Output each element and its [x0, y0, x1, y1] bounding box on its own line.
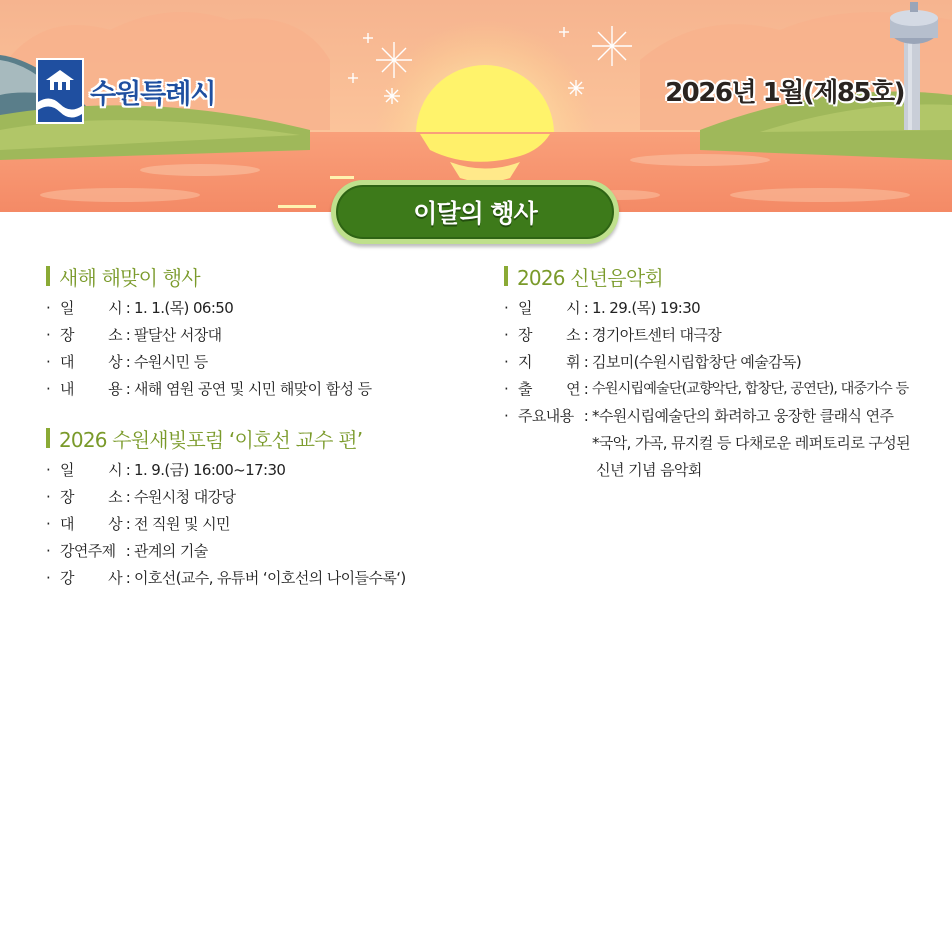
label-char: 강 [60, 569, 74, 587]
bullet: · [504, 353, 509, 371]
label-char: 출 [518, 380, 532, 398]
row-label [518, 295, 580, 322]
event-row [46, 511, 406, 538]
label-char: 장 [518, 326, 532, 344]
row-label [60, 565, 122, 592]
bullet: · [46, 542, 51, 560]
row-value: 수원시립예술단(교향악단, 합창단, 공연단), 대중가수 등 [592, 381, 909, 397]
event-row [46, 295, 372, 322]
row-label [518, 349, 580, 376]
bullet: · [46, 569, 51, 587]
row-value: 새해 염원 공연 및 시민 해맞이 함성 등 [134, 380, 372, 398]
colon: : [583, 407, 589, 425]
label-char: 소 [108, 488, 122, 506]
label-char: 내 [60, 380, 74, 398]
row-value-multiline [592, 403, 910, 484]
bullet: · [46, 461, 51, 479]
city-logo [36, 58, 215, 124]
bullet: · [46, 515, 51, 533]
colon: : [583, 299, 589, 317]
event-row-main-content [504, 403, 910, 484]
label-char: 대 [60, 353, 74, 371]
bullet: · [46, 299, 51, 317]
event-section [46, 263, 372, 403]
label-char: 일 [60, 299, 74, 317]
colon: : [125, 515, 131, 533]
section-marker [46, 266, 50, 286]
event-row [504, 376, 910, 403]
section-marker [504, 266, 508, 286]
event-row [46, 457, 406, 484]
event-row [46, 349, 372, 376]
colon: : [583, 380, 589, 398]
event-row [46, 538, 406, 565]
bullet: · [46, 353, 51, 371]
row-label [60, 538, 122, 565]
label-char: 연 [566, 380, 580, 398]
event-title [46, 263, 372, 289]
bullet: · [504, 326, 509, 344]
row-value: 수원시민 등 [134, 353, 208, 371]
bullet: · [504, 407, 509, 425]
event-row [504, 322, 910, 349]
row-label [518, 376, 580, 403]
label-char: 시 [108, 299, 122, 317]
event-section [46, 425, 406, 592]
bullet: · [46, 488, 51, 506]
content-line: *국악, 가곡, 뮤지컬 등 다채로운 레퍼토리로 구성된 [592, 434, 911, 452]
row-value: 이호선(교수, 유튜버 ‘이호선의 나이들수록‘) [134, 569, 406, 587]
bullet: · [46, 326, 51, 344]
row-value: 수원시청 대강당 [134, 488, 236, 506]
event-title [504, 263, 910, 289]
city-name: 수원특례시 [90, 78, 216, 110]
colon: : [125, 461, 131, 479]
event-row [46, 376, 372, 403]
colon: : [125, 326, 131, 344]
bullet: · [504, 299, 509, 317]
event-title [46, 425, 406, 451]
row-label [60, 376, 122, 403]
event-row [46, 322, 372, 349]
event-title-text: 2026 신년음악회 [517, 265, 663, 290]
label-char: 소 [566, 326, 580, 344]
row-value: 김보미(수원시립합창단 예술감독) [592, 353, 802, 371]
section-marker [46, 428, 50, 448]
colon: : [125, 380, 131, 398]
colon: : [125, 569, 131, 587]
colon: : [583, 326, 589, 344]
row-label [60, 349, 122, 376]
event-row [46, 484, 406, 511]
event-row [46, 565, 406, 592]
row-label [60, 322, 122, 349]
label-char: 상 [108, 353, 122, 371]
label-char: 시 [566, 299, 580, 317]
title-badge [331, 180, 619, 244]
row-value: 전 직원 및 시민 [134, 515, 230, 533]
label-char: 시 [108, 461, 122, 479]
label-text: 강연주제 [60, 542, 116, 560]
label-char: 사 [108, 569, 122, 587]
row-value: 팔달산 서장대 [134, 326, 222, 344]
label-text: 주요내용 [518, 407, 574, 425]
label-char: 일 [518, 299, 532, 317]
row-value: 1. 9.(금) 16:00~17:30 [134, 461, 286, 479]
event-row [504, 349, 910, 376]
row-label [60, 511, 122, 538]
bullet: · [504, 380, 509, 398]
row-label [60, 457, 122, 484]
row-value: 관계의 기술 [134, 542, 208, 560]
suwon-emblem-icon [36, 58, 84, 124]
row-label [518, 322, 580, 349]
row-label [60, 484, 122, 511]
label-char: 지 [518, 353, 532, 371]
label-char: 용 [108, 380, 122, 398]
label-char: 장 [60, 326, 74, 344]
colon: : [583, 353, 589, 371]
page-title: 이달의 행사 [413, 199, 537, 228]
content-line: *수원시립예술단의 화려하고 웅장한 클래식 연주 [592, 407, 894, 425]
label-char: 일 [60, 461, 74, 479]
event-row [504, 295, 910, 322]
row-value: 1. 29.(목) 19:30 [592, 299, 701, 317]
colon: : [125, 299, 131, 317]
label-char: 장 [60, 488, 74, 506]
event-title-text: 새해 해맞이 행사 [59, 265, 200, 290]
event-section [504, 263, 910, 484]
label-char: 소 [108, 326, 122, 344]
row-label [518, 403, 580, 484]
issue-label: 2026년 1월(제85호) [665, 78, 904, 108]
colon: : [125, 542, 131, 560]
label-char: 상 [108, 515, 122, 533]
title-badge-inner [336, 185, 614, 239]
row-value: 1. 1.(목) 06:50 [134, 299, 234, 317]
colon: : [125, 353, 131, 371]
label-char: 휘 [566, 353, 580, 371]
row-value: 경기아트센터 대극장 [592, 326, 722, 344]
label-char: 대 [60, 515, 74, 533]
row-label [60, 295, 122, 322]
event-title-text: 2026 수원새빛포럼 ‘이호선 교수 편’ [59, 427, 363, 452]
colon: : [125, 488, 131, 506]
content-line: 신년 기념 음악회 [592, 461, 702, 479]
bullet: · [46, 380, 51, 398]
